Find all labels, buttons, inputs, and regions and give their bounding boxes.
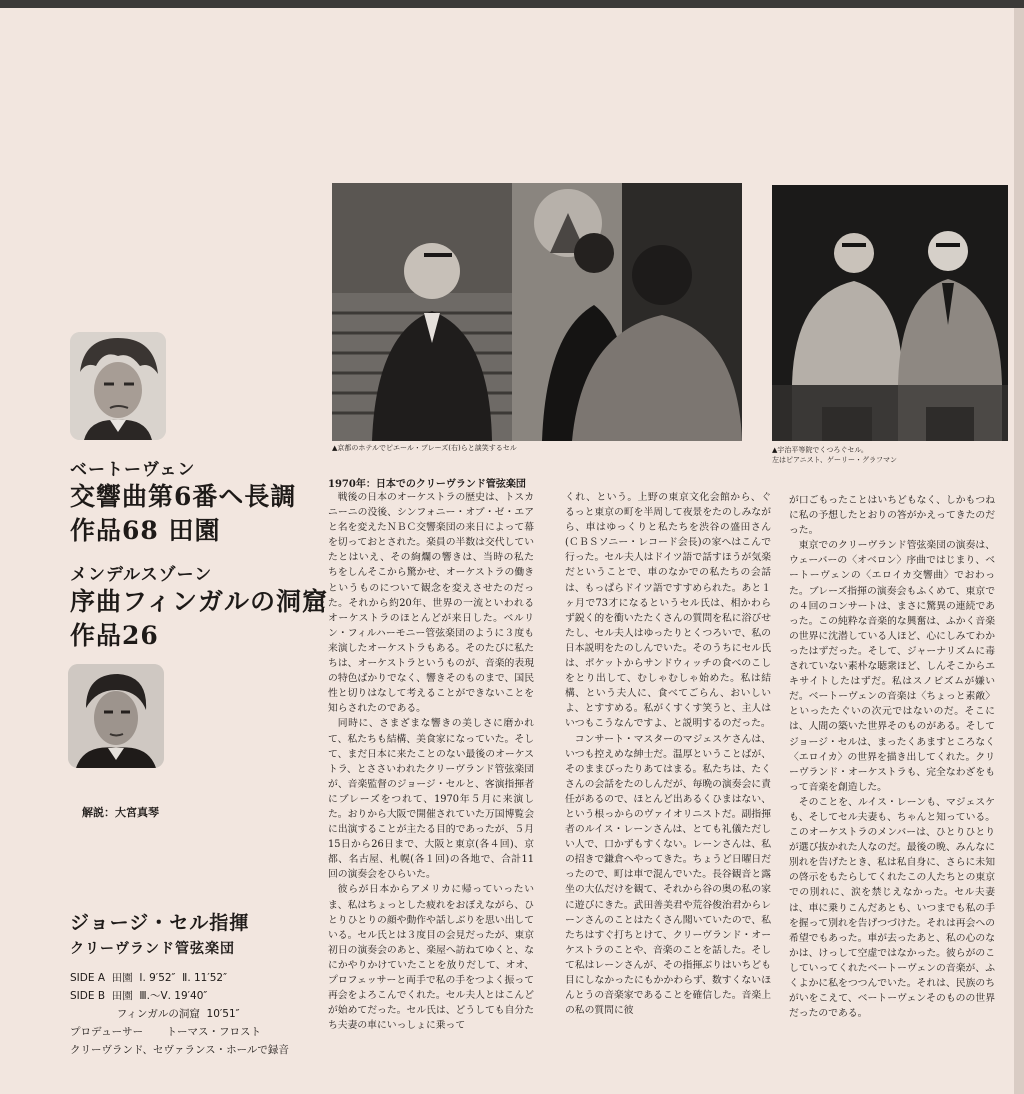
orchestra-credit: クリーヴランド管弦楽団 bbox=[70, 941, 235, 957]
paragraph: 戦後の日本のオーケストラの歴史は、トスカニーニの没後、シンフォニー・オブ・ゼ・エアと名を変えたＮＢＣ交響楽団の来日によって幕を切っておとされた。楽員の半数は交代していたとはいえ、その絢爛の響きは、当時の私たちをしんそこから驚かせ、オーケストラの働きというものについて観念を変えさせたのだった。それから約20年、世界の一流といわれるオーケストラのほとんどが来日した。ベルリン・フィルハーモニー管弦楽団のように３度も来演したオーケストラもある。そのたびに私たちは、オーケストラというものが、音楽的表現の特色ばかりでなく、響きそのものまで、国民性と切りはなして考えることができないことを知らされたのである。 bbox=[328, 492, 534, 715]
producer-credit: プロデューサー トーマス・フロスト bbox=[70, 1026, 262, 1038]
top-border bbox=[0, 0, 1024, 8]
paragraph: 同時に、さまざまな響きの美しさに磨かれて、私たちも結構、美食家になっていた。そして、まだ日本に来たことのない最後のオーケストラ、とささいわれたクリーヴランド管弦楽団が、音楽監督のジョージ・セルと、客演指揮者にブレーズをつれて、1970年５月に来演した。おりから大阪で開催されていた万国博覧会に出演することが主たる目的であったが、５月15日から26日まで、大阪と東京(各４回)、京都、名古屋、札幌(各１回)の各地で、合計11回の演奏会をひらいた。 bbox=[328, 718, 534, 881]
work-title-fingal: 序曲フィンガルの洞窟 bbox=[70, 587, 329, 616]
photo1-caption: ▲京都のホテルでピエール・ブレーズ(右)らと談笑するセル bbox=[332, 444, 517, 452]
side-b-timing: SIDE B 田園 Ⅲ.～Ⅴ. 19′40″ bbox=[70, 990, 208, 1002]
paragraph: コンサート・マスターのマジェスケさんは、いつも控えめな紳士だ。温厚ということばが、そのままぴったりあてはまる。私たちは、たくさんの会話をたのしんだが、毎晩の演奏会に責任があるので、ほとんど出あるくひまはない、という根っからのヴァイオリニストだ。副指揮者のルイス・レーンさんは、とても礼儀ただしい人で、口かずもすくない。レーンさんは、私の招きで鎌倉へやってきた。ちょうど日曜日だったので、町は車で混んでいた。長谷観音と露坐の大仏だけを観て、それから谷の奥の私の家に遊びにきた。武田善美君や荒谷俊治君からレーンさんのことはたくさん聞いていたので、私たちはすぐ打ちとけて、クリーヴランド・オーケストラのことや、音楽のことを話した。そして私はレーンさんが、その指揮ぶりはいちども目にしなかったにもかかわらず、数すくないほんとうの音楽家であることを確信した。音楽上の私の質問に彼 bbox=[565, 733, 771, 1017]
composer-beethoven: ベートーヴェン bbox=[70, 460, 196, 480]
photo-byodoin bbox=[772, 185, 1008, 441]
work-opus-fingal: 作品26 bbox=[70, 621, 159, 650]
paragraph: が口ごもったことはいちどもなく、しかもつねに私の予想したとおりの答がかえってきたのだった。 bbox=[789, 495, 995, 537]
conductor-credit: ジョージ・セル指揮 bbox=[70, 912, 250, 934]
commentary-credit: 解説：大宮真琴 bbox=[82, 806, 159, 819]
fingal-timing: フィンガルの洞窟 10′51″ bbox=[70, 1008, 240, 1020]
paragraph: そのことを、ルイス・レーンも、マジェスケも、そしてセル夫妻も、ちゃんと知っている。このオーケストラのメンバーは、ひとりひとりが選び抜かれた人なのだ。最後の晩、みんなに別れを告げたとき、私は私自身に、さらに未知の啓示をもたらしてくれたこの人たちとの東京での別れに、涙を禁じえなかった。セル夫妻は、車に乗りこんだあとも、いつまでも私の手を握って別れを告げつづけた。それは再会への希望でもあった。車が去ったあと、私の心のなかは、けっして空虚ではなかった。彼らがのこしていってくれたベートーヴェンの音楽が、ふくよかに私をつつんでいた。それは、民族のちがいをこえて、ベートーヴェンそのものの世界だったのである。 bbox=[789, 796, 995, 1020]
article-column-2 bbox=[565, 490, 771, 1018]
composer-mendelssohn: メンデルスゾーン bbox=[70, 565, 213, 585]
photo-kyoto-hotel bbox=[332, 183, 742, 441]
work-title-pastoral: 交響曲第6番ヘ長調 bbox=[70, 482, 297, 511]
article-column-1 bbox=[328, 490, 534, 1033]
photo2-caption-names: 左はピアニスト、ゲーリー・グラフマン bbox=[772, 456, 898, 464]
article-heading: 1970年：日本でのクリーヴランド管弦楽団 bbox=[328, 479, 526, 490]
side-a-timing: SIDE A 田園 Ⅰ. 9′52″ Ⅱ. 11′52″ bbox=[70, 972, 228, 984]
work-opus-pastoral: 作品68 田園 bbox=[70, 516, 221, 545]
recording-venue: クリーヴランド、セヴァランス・ホールで録音 bbox=[70, 1044, 289, 1056]
paragraph: くれ、という。上野の東京文化会館から、ぐるっと東京の町を半周して夜景をたのしみながら、車はゆっくりと私たちを渋谷の盛田さん(ＣＢＳソニー・レコード会長)の家へはこんで行った。セル夫人はドイツ語で話すほうが気楽だということで、車のなかでの私たちの会話は、もっぱらドイツ語ですすめられた。あと１ヶ月で73才になるというセル氏は、相かわらず鋭く的を衝いたたくさんの質問を私に浴びせたし、セル夫人はゆったりとくつろいで、私の日本説明をたのしんでいた。そのうちにセル氏は、ポケットからサンドウィッチの食べのこしをとり出して、むしゃむしゃ始めた。私は結構、という夫人に、食べてごらん、おいしいよ、とすすめる。私がくすくす笑うと、主人はいつもこうなんですよ、と説明するのだった。 bbox=[565, 492, 771, 730]
paragraph: 東京でのクリーヴランド管弦楽団の演奏は、ウェーバーの〈オベロン〉序曲ではじまり、ベートーヴェンの〈エロイカ交響曲〉でおわった。ブレーズ指揮の演奏会もふくめて、東京での４回のコンサートは、まさに驚異の連続であった。この純粋な音楽的な興奮は、ふかく音楽の世界に沈潜している人ほど、心にしみてわかったはずだった。そして、ジャーナリズムに毒されていない素朴な聴衆ほど、しんそこからエキサイトしたはずだ。私はスノビズムが嫌いだ。ベートーヴェンの音楽は〈ちょっと素敵〉といったたぐいの次元ではないのだ。そこには、人間の築いた世界そのものがある。そしてジョージ・セルは、まったくあますところなく〈エロイカ〉の世界を描き出してくれた。クリーヴランド・オーケストラも、完全なわざをもって音楽を創造した。 bbox=[789, 540, 995, 793]
photo2-caption: ▲宇治平等院でくつろぐセル。 bbox=[772, 446, 868, 454]
beethoven-portrait bbox=[70, 332, 166, 440]
article-column-3 bbox=[789, 493, 995, 1021]
page-edge bbox=[1014, 8, 1024, 1094]
mendelssohn-portrait bbox=[68, 664, 164, 768]
paragraph: 彼らが日本からアメリカに帰っていったいま、私はちょっとした疲れをおぼえながら、ひとりひとりの顔や動作や話しぶりを思い出している。セル氏とは３度目の会見だったが、東京初日の演奏会のあと、楽屋へ訪ねてゆくと、なにかやりかけていたことを放りだして、オオ、プロフェッサーと両手で私の手をつよく振って再会をよろこんでくれた。セル夫人とはこんどが始めてだった。セル氏は、どうしても自分たち夫妻の車にいっしょに乗って bbox=[328, 884, 534, 1032]
